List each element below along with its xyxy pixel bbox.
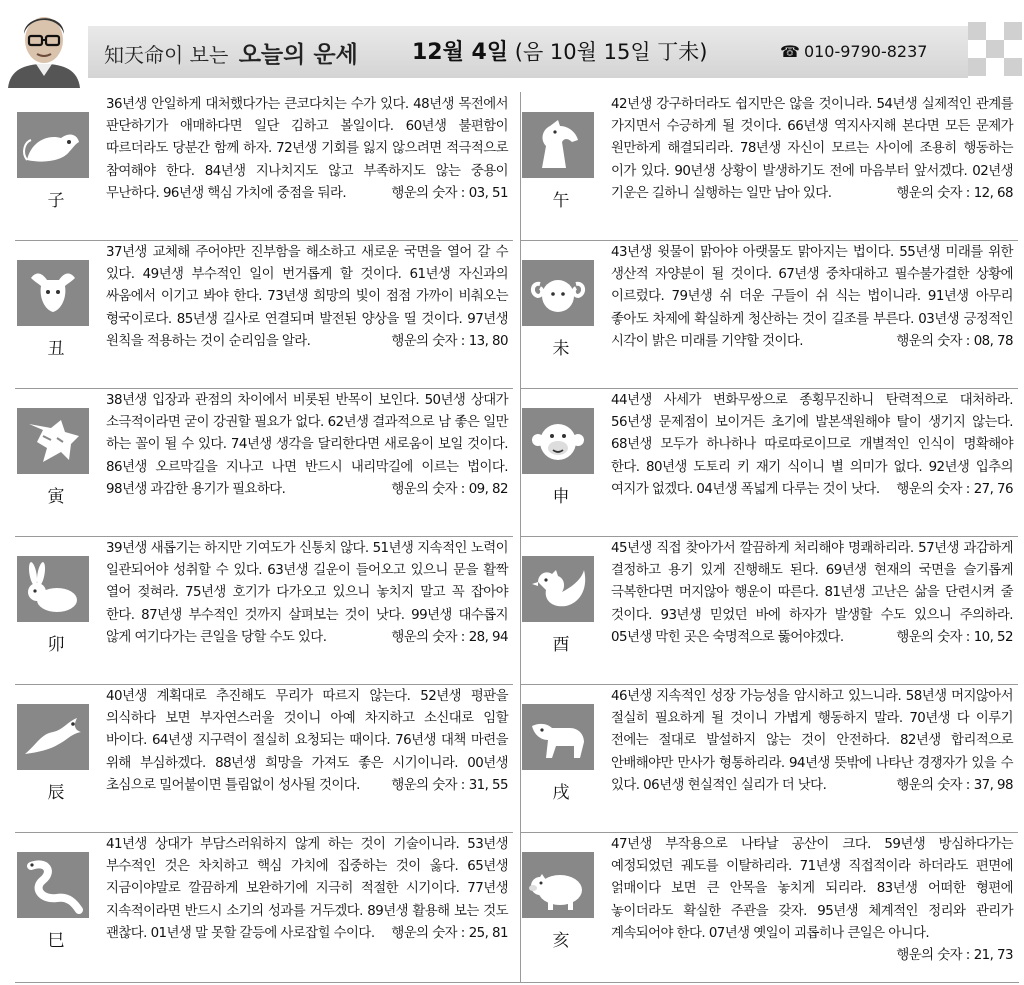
columnist-avatar bbox=[4, 4, 84, 88]
fortune-entry bbox=[15, 684, 513, 832]
rooster-icon bbox=[522, 556, 594, 622]
fortune-text bbox=[106, 538, 508, 649]
fortune-entry bbox=[520, 684, 1018, 832]
branch-label: 申 bbox=[552, 487, 570, 507]
lucky-label: 행운의 숫자 : bbox=[391, 333, 465, 349]
lucky-value: 21, 73 bbox=[973, 948, 1013, 964]
lucky-value: 08, 78 bbox=[973, 333, 1013, 349]
divider bbox=[520, 240, 1018, 241]
divider bbox=[15, 388, 513, 389]
lucky-number bbox=[391, 479, 508, 501]
masthead bbox=[104, 36, 358, 69]
checker-pattern-icon bbox=[968, 22, 1022, 76]
lucky-label: 행운의 숫자 : bbox=[896, 481, 970, 497]
lucky-value: 03, 51 bbox=[468, 185, 508, 201]
fortune-entry bbox=[520, 832, 1018, 980]
lucky-value: 10, 52 bbox=[973, 629, 1013, 645]
fortune-text bbox=[611, 94, 1013, 205]
header bbox=[0, 0, 1024, 92]
tiger-icon bbox=[17, 408, 89, 474]
branch-label: 子 bbox=[47, 191, 65, 211]
lucky-number bbox=[896, 183, 1013, 205]
lucky-value: 31, 55 bbox=[468, 777, 508, 793]
lucky-label: 행운의 숫자 : bbox=[391, 185, 465, 201]
lucky-value: 25, 81 bbox=[468, 925, 508, 941]
fortune-entry bbox=[15, 832, 513, 980]
fortune-text bbox=[611, 686, 1013, 797]
lucky-value: 12, 68 bbox=[973, 185, 1013, 201]
fortune-text bbox=[611, 242, 1013, 353]
lucky-number bbox=[896, 627, 1013, 649]
snake-icon bbox=[17, 852, 89, 918]
rat-icon bbox=[17, 112, 89, 178]
fortune-text bbox=[611, 834, 1013, 967]
lucky-number bbox=[896, 479, 1013, 501]
fortune-entry bbox=[520, 388, 1018, 536]
lucky-value: 37, 98 bbox=[973, 777, 1013, 793]
lucky-value: 09, 82 bbox=[468, 481, 508, 497]
fortune-text bbox=[611, 538, 1013, 649]
branch-label: 戌 bbox=[552, 783, 570, 803]
fortune-text bbox=[106, 242, 508, 353]
bottom-rule bbox=[15, 982, 1019, 983]
fortune-body: 39년생 새롭기는 하지만 기여도가 신통치 않다. 51년생 지속적인 노력이 일관되어야 성취할 수 있다. 63년생 길운이 들어오고 있으니 문을 활짝 열어 젖혀라. 75년생 호기가 다가오고 있으니 놓치지 말고 꼭 잡아야 한다. 87년생 부수적인 것까지 살펴보는 것이 낫다. 99년생 대수롭지 않게 여기다가는 큰일을 당할 수도 있다. bbox=[106, 541, 508, 645]
divider bbox=[520, 536, 1018, 537]
rabbit-icon bbox=[17, 556, 89, 622]
fortune-body: 42년생 강구하더라도 쉽지만은 않을 것이니라. 54년생 실제적인 관계를 가지면서 수긍하게 될 것이다. 66년생 역지사지해 본다면 모든 문제가 원만하게 해결되리라. 78년생 자신이 모르는 사이에 조용히 행동하는 이가 있다. 90년생 상황이 발생하기도 전에 마음부터 앞서겠다. 02년생 기운은 길하니 실행하는 일만 남아 있다. bbox=[611, 97, 1013, 201]
fortune-entry bbox=[520, 92, 1018, 240]
divider bbox=[15, 832, 513, 833]
lucky-number bbox=[391, 331, 508, 353]
fortune-entry bbox=[15, 388, 513, 536]
branch-label: 寅 bbox=[47, 487, 65, 507]
phone bbox=[780, 42, 927, 61]
fortune-body: 45년생 직접 찾아가서 깔끔하게 처리해야 명쾌하리라. 57년생 과감하게 결정하고 용기 있게 진행해도 된다. 69년생 현재의 국면을 슬기롭게 극복한다면 머지않아 행운이 따른다. 81년생 고난은 삶을 단련시켜 줄 것이다. 93년생 믿었던 바에 하자가 발생할 수도 있으니 주의하라. 05년생 막힌 곳은 숙명적으로 뚫어야겠다. bbox=[611, 541, 1013, 645]
lucky-label: 행운의 숫자 : bbox=[896, 629, 970, 645]
divider bbox=[15, 684, 513, 685]
branch-label: 卯 bbox=[47, 635, 65, 655]
lucky-label: 행운의 숫자 : bbox=[391, 629, 465, 645]
lucky-label: 행운의 숫자 : bbox=[896, 185, 970, 201]
lucky-label: 행운의 숫자 : bbox=[391, 925, 465, 941]
fortune-text bbox=[106, 686, 508, 797]
dragon-icon bbox=[17, 704, 89, 770]
fortune-text bbox=[106, 94, 508, 205]
fortune-text bbox=[106, 834, 508, 945]
divider bbox=[520, 684, 1018, 685]
fortune-entry bbox=[15, 240, 513, 388]
branch-label: 酉 bbox=[552, 635, 570, 655]
divider bbox=[520, 388, 1018, 389]
fortune-text bbox=[611, 390, 1013, 501]
fortune-body: 40년생 계획대로 추진해도 무리가 따르지 않는다. 52년생 평판을 의식하다 보면 부자연스러울 것이니 아예 차지하고 소신대로 임할 바이다. 64년생 지구력이 절실히 요청되는 때이다. 76년생 대책 마련을 위해 부심하겠다. 88년생 희망을 가져도 좋은 시기이니라. 00년생 초심으로 밀어붙이면 틀림없이 성사될 것이다. bbox=[106, 689, 508, 793]
lucky-number bbox=[391, 923, 508, 945]
fortune-body: 43년생 윗물이 맑아야 아랫물도 맑아지는 법이다. 55년생 미래를 위한 생산적 자양분이 될 것이다. 67년생 중차대하고 필수불가결한 상황에 이르렀다. 79년생 쉬 더운 구들이 쉬 식는 법이니라. 91년생 아무리 좋아도 차제에 확실하게 청산하는 것이 길조를 부른다. 03년생 긍정적인 시각이 밝은 미래를 기약할 것이다. bbox=[611, 245, 1013, 349]
fortune-entry bbox=[520, 240, 1018, 388]
lucky-number bbox=[391, 627, 508, 649]
phone-icon: ☎ bbox=[780, 42, 800, 61]
fortune-entry bbox=[15, 92, 513, 240]
phone-number: 010-9790-8237 bbox=[803, 42, 928, 61]
lucky-number bbox=[391, 775, 508, 797]
lucky-label: 행운의 숫자 : bbox=[896, 948, 970, 964]
fortune-body: 46년생 지속적인 성장 가능성을 암시하고 있느니라. 58년생 머지않아서 절실히 필요하게 될 것이니 가볍게 행동하지 말라. 70년생 다 이루기 전에는 절대로 발설하지 않는 것이 안전하다. 82년생 합리적으로 안배해야만 만사가 형통하리라. 94년생 뜻밖에 나타난 경쟁자가 있을 수 있다. 06년생 현실적인 실리가 더 낫다. bbox=[611, 689, 1013, 793]
fortune-body: 44년생 사세가 변화무쌍으로 종횡무진하니 탄력적으로 대처하라. 56년생 문제점이 보이거든 초기에 발본색원해야 탈이 생기지 않는다. 68년생 모두가 하나하나 따로따로이므로 개별적인 인식이 명확해야 한다. 80년생 도토리 키 재기 식이니 별 의미가 없다. 92년생 입추의 여지가 없겠다. 04년생 폭넓게 다루는 것이 낫다. bbox=[611, 393, 1013, 497]
lucky-number bbox=[896, 945, 1013, 967]
branch-label: 亥 bbox=[552, 931, 570, 951]
fortune-body: 41년생 상대가 부담스러워하지 않게 하는 것이 기술이니라. 53년생 부수적인 것은 차치하고 핵심 가치에 집중하는 것이 옳다. 65년생 지금이야말로 깔끔하게 보완하기에 지극히 적절한 시기이다. 77년생 지속적이라면 반드시 소기의 성과를 거두겠다. 89년생 활용해 보는 것도 괜찮다. 01년생 말 못할 갈등에 사로잡힐 수이다. bbox=[106, 837, 508, 941]
horse-icon bbox=[522, 112, 594, 178]
lucky-value: 13, 80 bbox=[468, 333, 508, 349]
pig-icon bbox=[522, 852, 594, 918]
branch-label: 午 bbox=[552, 191, 570, 211]
lucky-value: 28, 94 bbox=[468, 629, 508, 645]
fortune-body: 37년생 교체해 주어야만 진부함을 해소하고 새로운 국면을 열어 갈 수 있다. 49년생 부수적인 일이 번거롭게 할 것이다. 61년생 자신과의 싸움에서 이기고 봐야 한다. 73년생 희망의 빛이 점점 가까이 비춰오는 형국이로다. 85년생 길사로 연결되며 발전된 양상을 띨 것이다. 97년생 원칙을 적용하는 것이 순리임을 알라. bbox=[106, 245, 508, 349]
date-lunar: (음 10월 15일 丁未) bbox=[514, 40, 708, 64]
fortune-body: 38년생 입장과 관점의 차이에서 비롯된 반목이 보인다. 50년생 상대가 소극적이라면 굳이 강권할 필요가 없다. 62년생 결과적으로 남 좋은 일만 하는 꼴이 될 수 있다. 74년생 생각을 달리한다면 새로움이 보일 것이다. 86년생 오르막길을 지나고 나면 반드시 내리막길에 이르는 법이다. 98년생 과감한 용기가 필요하다. bbox=[106, 393, 508, 497]
masthead-title: 오늘의 운세 bbox=[238, 42, 358, 68]
fortune-text bbox=[106, 390, 508, 501]
branch-label: 未 bbox=[552, 339, 570, 359]
lucky-number bbox=[896, 775, 1013, 797]
fortune-entry bbox=[520, 536, 1018, 684]
divider bbox=[520, 832, 1018, 833]
divider bbox=[15, 240, 513, 241]
lucky-label: 행운의 숫자 : bbox=[896, 777, 970, 793]
masthead-label: 知天命이 보는 bbox=[104, 43, 229, 67]
divider bbox=[15, 536, 513, 537]
ox-icon bbox=[17, 260, 89, 326]
branch-label: 巳 bbox=[47, 931, 65, 951]
fortune-body: 36년생 안일하게 대처했다가는 큰코다치는 수가 있다. 48년생 목전에서 판단하기가 애매하다면 일단 김하고 볼일이다. 60년생 불편함이 따르더라도 당분간 함께 하자. 72년생 기회를 잃지 않으려면 적극적으로 참여해야 한다. 84년생 지나치지도 않고 부족하지도 않는 중용이 무난하다. 96년생 핵심 가치에 중점을 둬라. bbox=[106, 97, 508, 201]
lucky-value: 27, 76 bbox=[973, 481, 1013, 497]
lucky-number bbox=[896, 331, 1013, 353]
date bbox=[412, 35, 708, 66]
branch-label: 辰 bbox=[47, 783, 65, 803]
lucky-label: 행운의 숫자 : bbox=[896, 333, 970, 349]
lucky-label: 행운의 숫자 : bbox=[391, 777, 465, 793]
branch-label: 丑 bbox=[47, 339, 65, 359]
lucky-label: 행운의 숫자 : bbox=[391, 481, 465, 497]
monkey-icon bbox=[522, 408, 594, 474]
dog-icon bbox=[522, 704, 594, 770]
sheep-icon bbox=[522, 260, 594, 326]
fortune-entry bbox=[15, 536, 513, 684]
fortune-body: 47년생 부작용으로 나타날 공산이 크다. 59년생 방심하다가는 예정되었던 궤도를 이탈하리라. 71년생 직접적이라 하더라도 편면에 얽매이다 보면 큰 안목을 놓치게 되리라. 83년생 어떠한 형편에 놓이더라도 확실한 주관을 갖자. 95년생 체계적인 정리와 관리가 계속되어야 한다. 07년생 옛일이 괴롭히나 큰일은 아니다. bbox=[611, 837, 1013, 941]
lucky-number bbox=[391, 183, 508, 205]
date-main: 12월 4일 bbox=[412, 40, 509, 65]
